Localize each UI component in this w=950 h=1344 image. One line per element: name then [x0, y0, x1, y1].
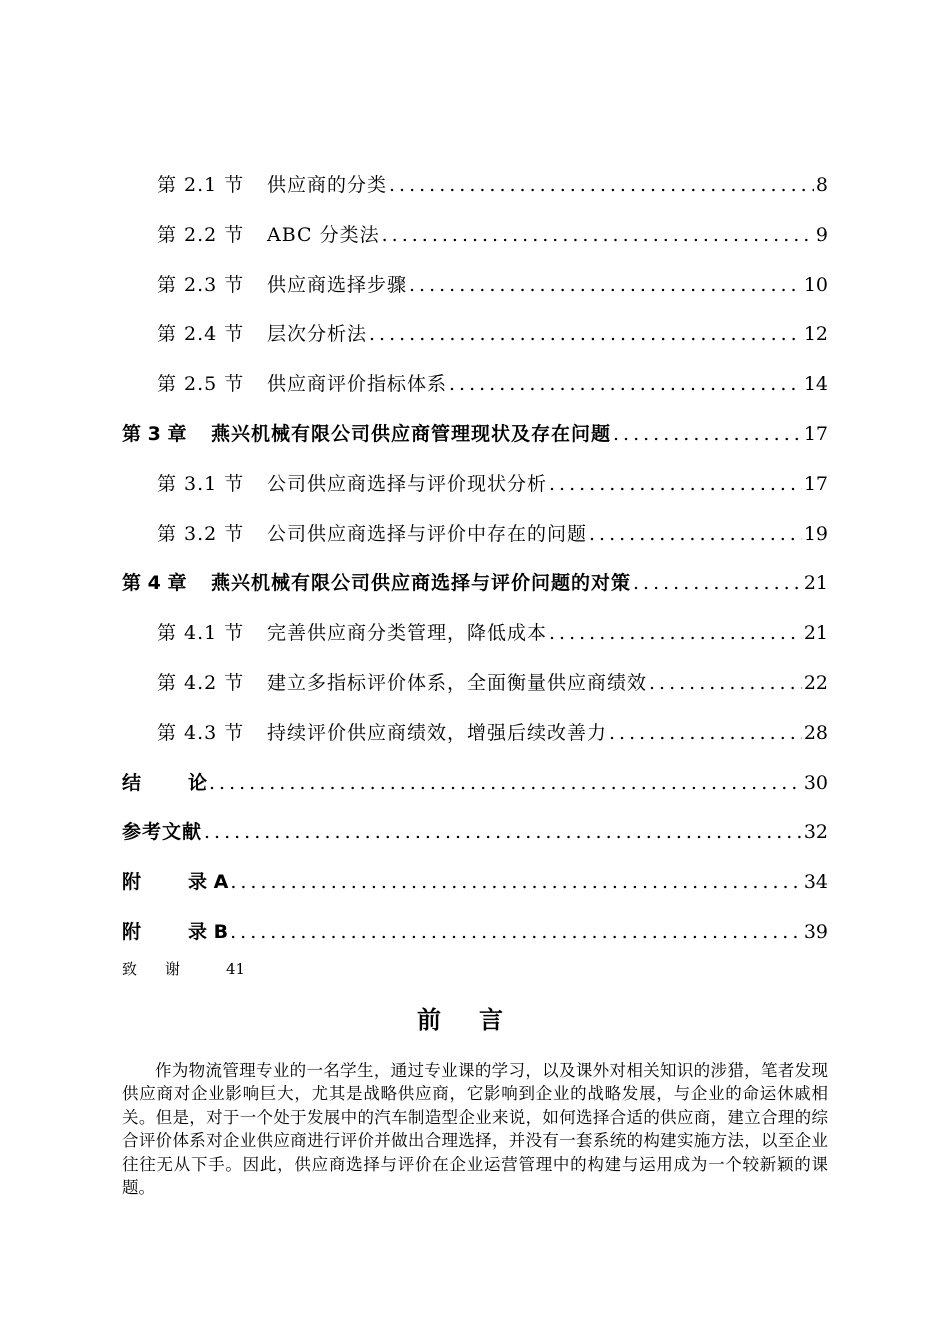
toc-entry-page: 12: [803, 323, 828, 346]
toc-references[interactable]: [122, 817, 828, 867]
toc-entry-title: 层次分析法: [267, 323, 368, 346]
toc-acknowledgement[interactable]: [122, 958, 245, 979]
title-char: 致: [122, 960, 138, 978]
toc-entry-page: 34: [803, 871, 828, 894]
toc-entry-page: 17: [803, 472, 828, 495]
toc-chapter-4[interactable]: [122, 568, 828, 618]
toc-entry-page: 8: [815, 174, 828, 196]
toc-entry-title: 建立多指标评价体系，全面衡量供应商绩效: [267, 671, 648, 694]
toc-entry-number: 第 4.3 节: [157, 721, 245, 744]
toc-entry-number: 第 2.5 节: [157, 373, 245, 396]
toc-dot-leader: [611, 423, 802, 445]
toc-chapter-number: 第 4 章: [122, 572, 187, 595]
toc-entry-page: 10: [803, 273, 828, 296]
toc-entry-title: 持续评价供应商绩效，增强后续改善力: [267, 721, 608, 744]
toc-dot-leader: [387, 174, 814, 196]
title-char: 附: [122, 871, 142, 894]
toc-dot-leader: [228, 871, 801, 893]
toc-entry-page: 28: [803, 721, 828, 744]
toc-dot-leader: [647, 672, 802, 694]
toc-dot-leader: [202, 821, 802, 843]
toc-entry-4-3[interactable]: [122, 718, 828, 768]
toc-entry-number: 第 2.1 节: [157, 174, 245, 196]
toc-dot-leader: [587, 523, 802, 545]
toc-entry-3-1[interactable]: [122, 469, 828, 519]
toc-entry-page: 21: [803, 572, 828, 595]
toc-entry-number: 第 2.3 节: [157, 273, 245, 296]
toc-entry-page: 39: [803, 920, 828, 943]
title-char: 论: [188, 771, 208, 794]
toc-entry-page: 14: [803, 373, 828, 396]
toc-dot-leader: [547, 473, 802, 495]
toc-dot-leader: [607, 722, 802, 744]
title-char: 录 A: [188, 871, 229, 894]
toc-entry-number: 第 3.1 节: [157, 472, 245, 495]
toc-entry-page: 32: [803, 821, 828, 844]
toc-entry-4-1[interactable]: [122, 618, 828, 668]
toc-entry-title: 供应商评价指标体系: [267, 373, 448, 396]
table-of-contents: [122, 170, 828, 967]
title-char: 结: [122, 771, 142, 794]
toc-entry-4-2[interactable]: [122, 668, 828, 718]
preface-heading: 前言: [417, 1006, 541, 1034]
toc-chapter-title: [122, 768, 207, 795]
toc-dot-leader: [447, 373, 802, 395]
toc-chapter-title: 燕兴机械有限公司供应商选择与评价问题的对策: [211, 572, 632, 595]
toc-entry-page: 30: [803, 771, 828, 794]
toc-chapter-3[interactable]: [122, 419, 828, 469]
toc-appendix-a[interactable]: [122, 867, 828, 917]
toc-dot-leader: [367, 323, 802, 345]
title-char: 附: [122, 920, 142, 943]
toc-dot-leader: [207, 772, 802, 794]
toc-entry-title: 公司供应商选择与评价中存在的问题: [267, 522, 588, 545]
toc-entry-2-1[interactable]: [122, 170, 828, 220]
toc-entry-title: 公司供应商选择与评价现状分析: [267, 472, 548, 495]
toc-entry-number: 第 2.2 节: [157, 223, 245, 246]
toc-dot-leader: [547, 622, 802, 644]
toc-entry-title: 供应商选择步骤: [267, 273, 408, 296]
toc-entry-title: 供应商的分类: [267, 174, 388, 196]
toc-dot-leader: [407, 274, 802, 296]
toc-chapter-title: [122, 917, 228, 944]
toc-dot-leader: [631, 572, 802, 594]
toc-entry-page: 17: [803, 422, 828, 445]
toc-entry-2-4[interactable]: [122, 319, 828, 369]
toc-entry-page: 21: [803, 622, 828, 645]
toc-dot-leader: [380, 224, 814, 246]
toc-entry-page: 41: [226, 960, 246, 978]
title-char: 谢: [165, 960, 181, 978]
toc-entry-number: 第 4.1 节: [157, 622, 245, 645]
toc-entry-number: 第 3.2 节: [157, 522, 245, 545]
toc-entry-title: 完善供应商分类管理，降低成本: [267, 622, 548, 645]
toc-entry-number: 第 4.2 节: [157, 671, 245, 694]
toc-entry-page: 19: [803, 522, 828, 545]
toc-chapter-title: [122, 867, 228, 894]
toc-entry-page: 9: [815, 223, 828, 246]
toc-conclusion[interactable]: [122, 768, 828, 818]
toc-entry-2-3[interactable]: [122, 270, 828, 320]
toc-entry-2-5[interactable]: [122, 369, 828, 419]
toc-chapter-title: 参考文献: [122, 821, 203, 844]
preface-paragraph: 作为物流管理专业的一名学生，通过专业课的学习，以及课外对相关知识的涉猎，笔者发现供应商对企业影响巨大，尤其是战略供应商，它影响到企业的战略发展，与企业的命运休戚相关。但是，对于一个处于发展中的汽车制造型企业来说，如何选择合适的供应商，建立合理的综合评价体系对企业供应商进行评价并做出合理选择，并没有一套系统的构建实施方法，以至企业往往无从下手。因此，供应商选择与评价在企业运营管理中的构建与运用成为一个较新颖的课题。: [122, 1060, 828, 1197]
toc-chapter-title: 燕兴机械有限公司供应商管理现状及存在问题: [211, 422, 612, 445]
toc-entry-number: 第 2.4 节: [157, 323, 245, 346]
title-char: 录 B: [188, 920, 229, 943]
toc-entry-title: ABC 分类法: [267, 223, 380, 246]
toc-entry-3-2[interactable]: [122, 519, 828, 569]
toc-entry-page: 22: [803, 671, 828, 694]
toc-dot-leader: [228, 921, 802, 943]
toc-entry-2-2[interactable]: [122, 220, 828, 270]
toc-chapter-number: 第 3 章: [122, 422, 187, 445]
